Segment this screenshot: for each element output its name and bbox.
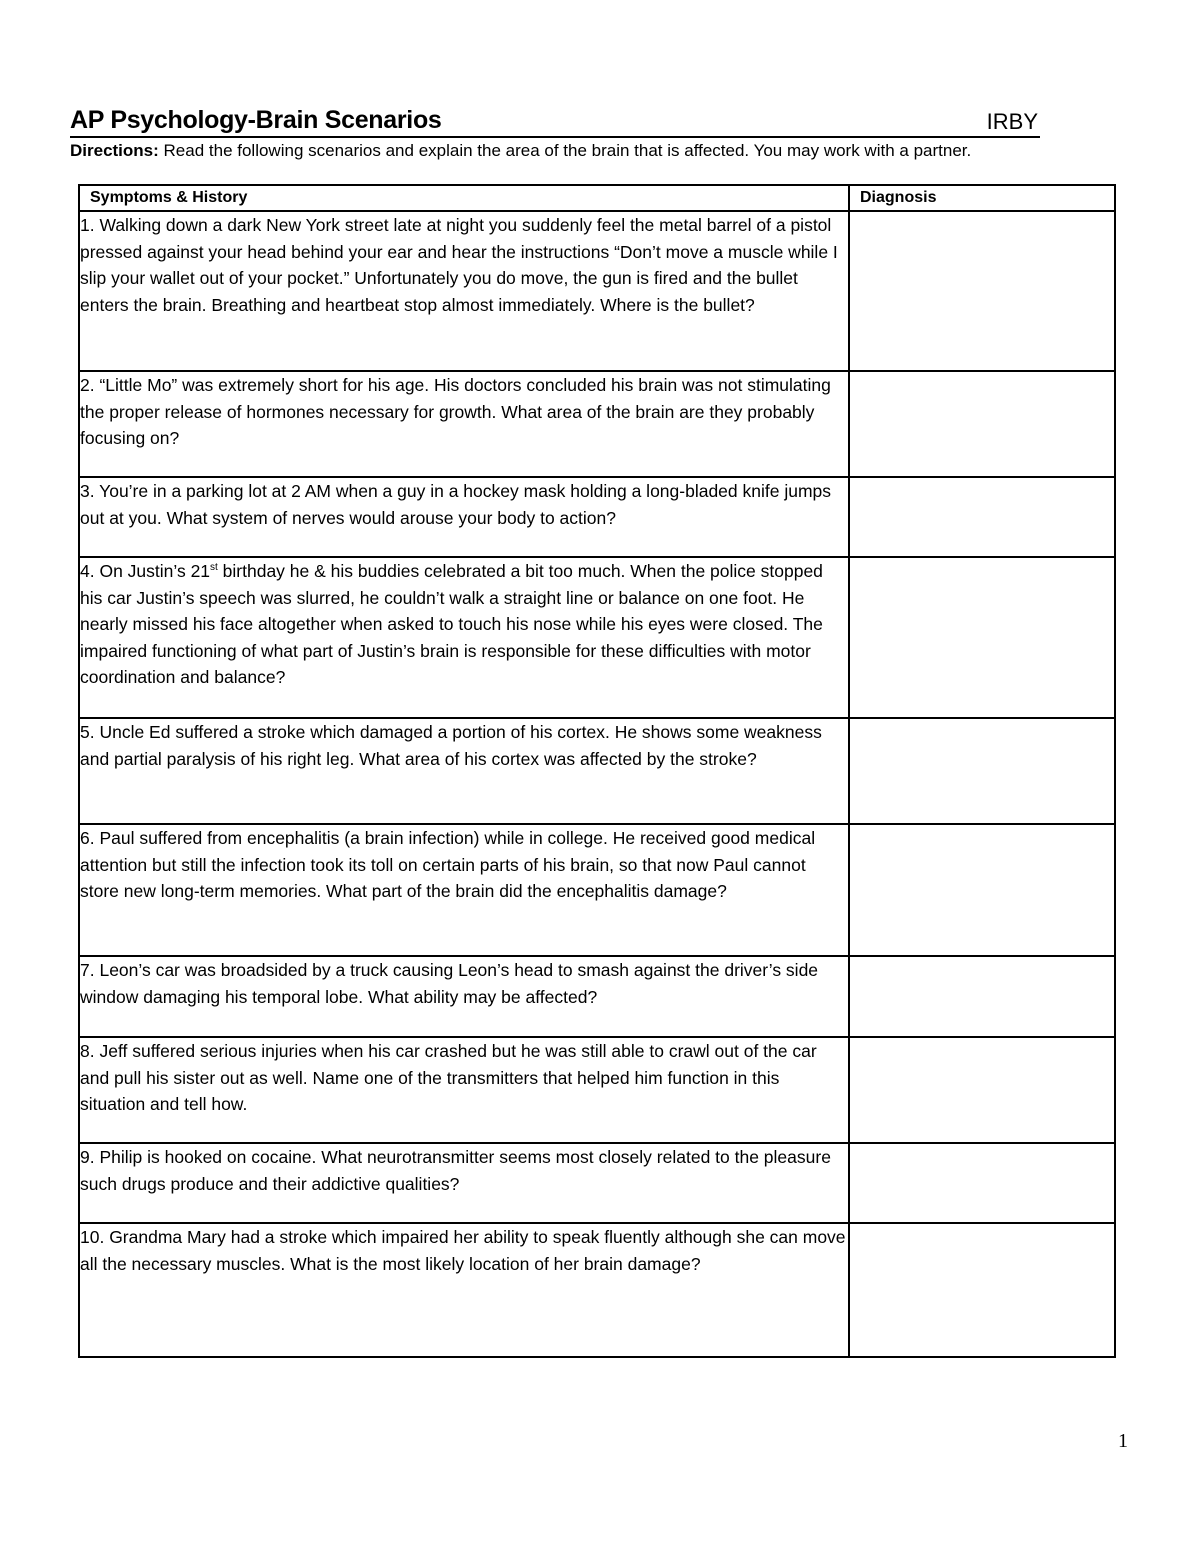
table-row [79, 477, 1115, 557]
diagnosis-header: Diagnosis [849, 185, 1115, 211]
page-number: 1 [1118, 1430, 1128, 1452]
teacher-name: IRBY [986, 109, 1038, 134]
diagnosis-cell[interactable] [849, 1037, 1115, 1143]
scenario-text: 9. Philip is hooked on cocaine. What neurotransmitter seems most closely related to the pleasure such drugs produce and their addictive qualities? [79, 1143, 849, 1223]
table-header-row [79, 185, 1115, 211]
diagnosis-cell[interactable] [849, 371, 1115, 477]
diagnosis-cell[interactable] [849, 718, 1115, 824]
scenario-text: 6. Paul suffered from encephalitis (a brain infection) while in college. He received good medical attention but still the infection took its toll on certain parts of his brain, so that now Paul cannot store new long-term memories. What part of the brain did the encephalitis damage? [79, 824, 849, 956]
directions-text: Read the following scenarios and explain the area of the brain that is affected. You may work with a partner. [163, 141, 972, 160]
scenario-text: 10. Grandma Mary had a stroke which impaired her ability to speak fluently although she can move all the necessary muscles. What is the most likely location of her brain damage? [79, 1223, 849, 1357]
diagnosis-cell[interactable] [849, 1223, 1115, 1357]
table-row [79, 1223, 1115, 1357]
table-row [79, 956, 1115, 1037]
scenario-text: 3. You’re in a parking lot at 2 AM when a guy in a hockey mask holding a long-bladed knife jumps out at you. What system of nerves would arouse your body to action? [79, 477, 849, 557]
title-line [70, 104, 1040, 138]
scenario-text-part: 4. On Justin’s 21 [80, 561, 211, 581]
scenario-text: 8. Jeff suffered serious injuries when his car crashed but he was still able to crawl out of the car and pull his sister out as well. Name one of the transmitters that helped him function in this situation and tell how. [79, 1037, 849, 1143]
scenario-text: 2. “Little Mo” was extremely short for his age. His doctors concluded his brain was not stimulating the proper release of hormones necessary for growth. What area of the brain are they probably focusing on? [79, 371, 849, 477]
scenario-text: 7. Leon’s car was broadsided by a truck causing Leon’s head to smash against the driver’s side window damaging his temporal lobe. What ability may be affected? [79, 956, 849, 1037]
diagnosis-cell[interactable] [849, 1143, 1115, 1223]
symptoms-history-header: Symptoms & History [79, 185, 849, 211]
diagnosis-cell[interactable] [849, 557, 1115, 718]
scenarios-table [78, 184, 1116, 1358]
scenario-text-part: birthday he & his buddies celebrated a bit too much. When the police stopped his car Justin’s speech was slurred, he couldn’t walk a straight line or balance on one foot. He nearly missed his face altogether when asked to touch his nose while his eyes were closed. The impaired functioning of what part of Justin’s brain is responsible for these difficulties with motor coordination and balance? [80, 561, 823, 688]
ordinal-suffix: st [210, 562, 218, 574]
scenario-text [79, 557, 849, 718]
table-row [79, 371, 1115, 477]
table-row [79, 1143, 1115, 1223]
page-title: AP Psychology-Brain Scenarios [70, 106, 442, 134]
table-row [79, 718, 1115, 824]
scenario-text: 1. Walking down a dark New York street late at night you suddenly feel the metal barrel of a pistol pressed against your head behind your ear and hear the instructions “Don’t move a muscle while I slip your wallet out of your pocket.” Unfortunately you do move, the gun is fired and the bullet enters the brain. Breathing and heartbeat stop almost immediately. Where is the bullet? [79, 211, 849, 371]
diagnosis-cell[interactable] [849, 824, 1115, 956]
table-row [79, 557, 1115, 718]
table-row [79, 824, 1115, 956]
diagnosis-cell[interactable] [849, 956, 1115, 1037]
scenario-text: 5. Uncle Ed suffered a stroke which damaged a portion of his cortex. He shows some weakness and partial paralysis of his right leg. What area of his cortex was affected by the stroke? [79, 718, 849, 824]
directions-label: Directions: [70, 141, 159, 160]
table-row [79, 211, 1115, 371]
table-row [79, 1037, 1115, 1143]
diagnosis-cell[interactable] [849, 477, 1115, 557]
diagnosis-cell[interactable] [849, 211, 1115, 371]
directions [70, 140, 1130, 162]
